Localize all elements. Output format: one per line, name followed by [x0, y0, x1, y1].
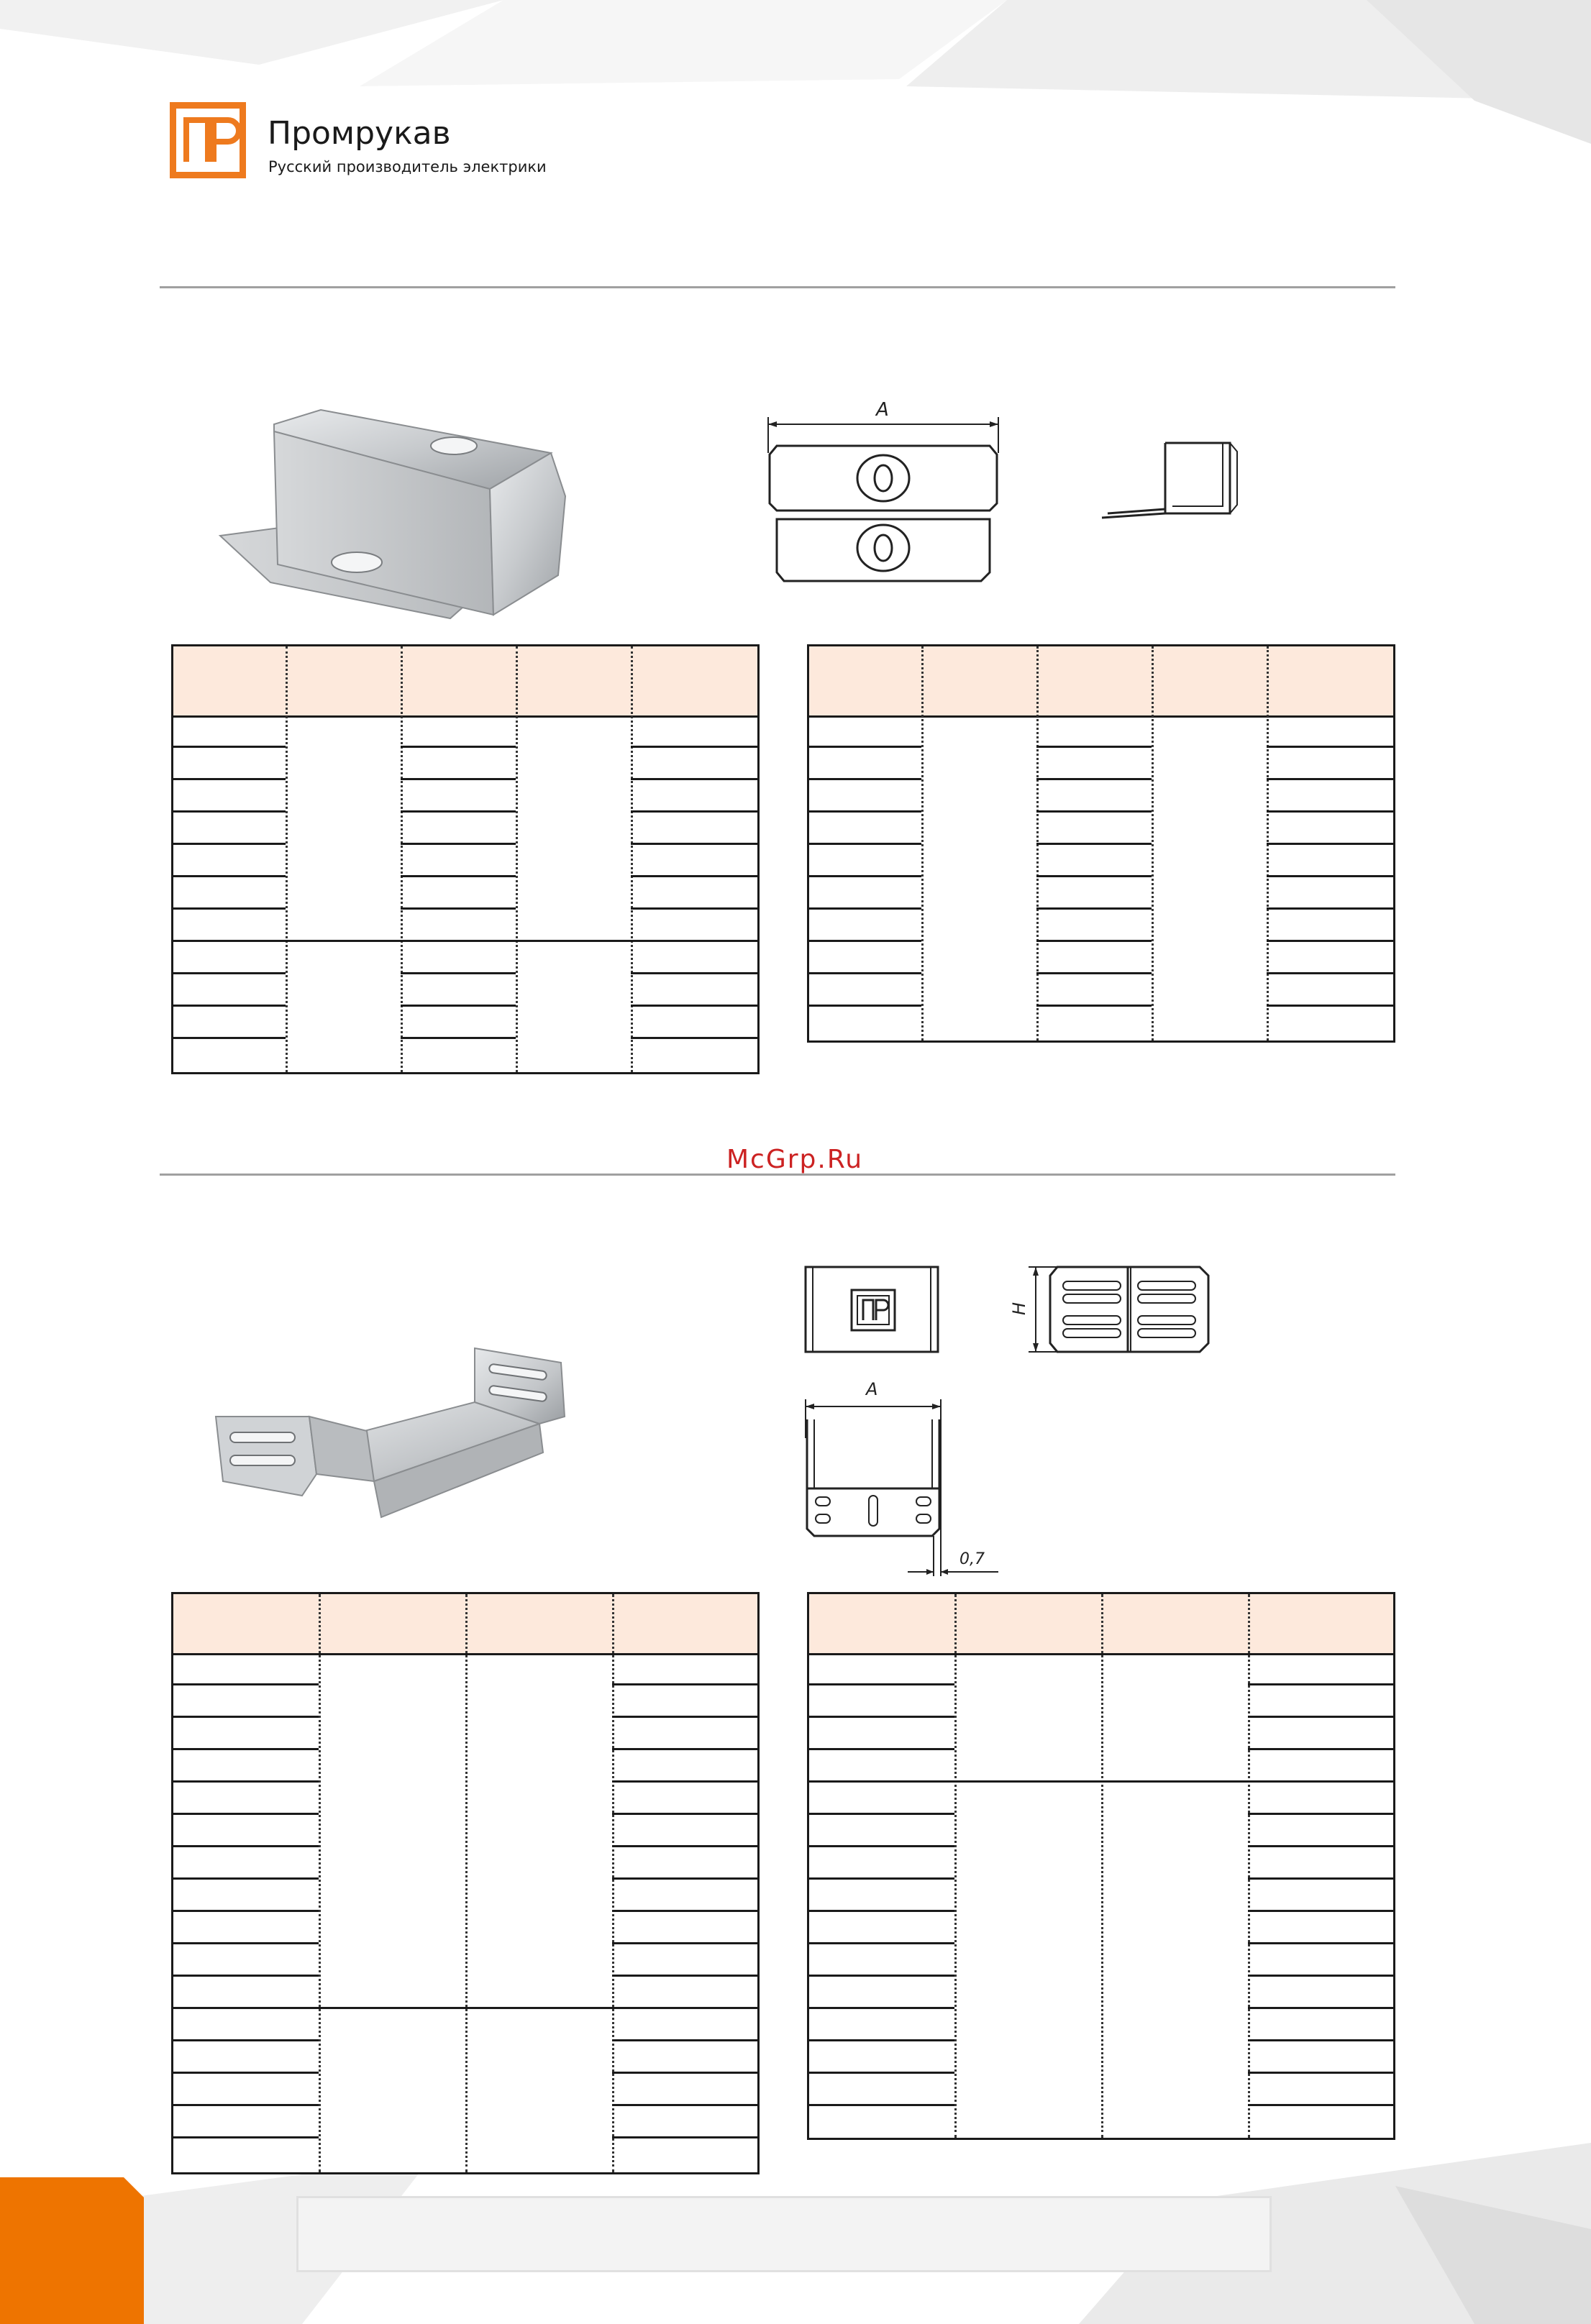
table-1-left — [171, 644, 760, 1074]
drawing-side-view-1 — [1093, 439, 1244, 525]
product-photo-connector-2 — [201, 1337, 575, 1524]
dimension-h-label: H — [1009, 1301, 1030, 1316]
table-1-right — [807, 644, 1395, 1043]
brand-tagline: Русский производитель электрики — [268, 158, 547, 175]
product-photo-connector-1 — [213, 403, 573, 626]
drawing-side-view-2 — [1007, 1263, 1216, 1356]
watermark: McGrp.Ru — [726, 1145, 864, 1174]
table-2-left — [171, 1592, 760, 2174]
dimension-a-label-bottom: A — [866, 1379, 878, 1399]
table-2-right — [807, 1592, 1395, 2140]
footer-box — [296, 2196, 1272, 2272]
drawing-top-view-2 — [800, 1263, 944, 1356]
dimension-a-label-top: A — [876, 399, 889, 421]
dimension-thickness-label: 0,7 — [959, 1550, 985, 1568]
table-header — [809, 646, 1393, 718]
brand-name: Промрукав — [268, 115, 451, 152]
table-header — [173, 646, 757, 718]
orange-corner-tab — [0, 2177, 144, 2324]
section-divider-top — [160, 286, 1395, 288]
drawing-front-view-1 — [762, 403, 1007, 590]
brand-logo-icon — [176, 109, 240, 172]
brand-logo — [170, 102, 246, 178]
